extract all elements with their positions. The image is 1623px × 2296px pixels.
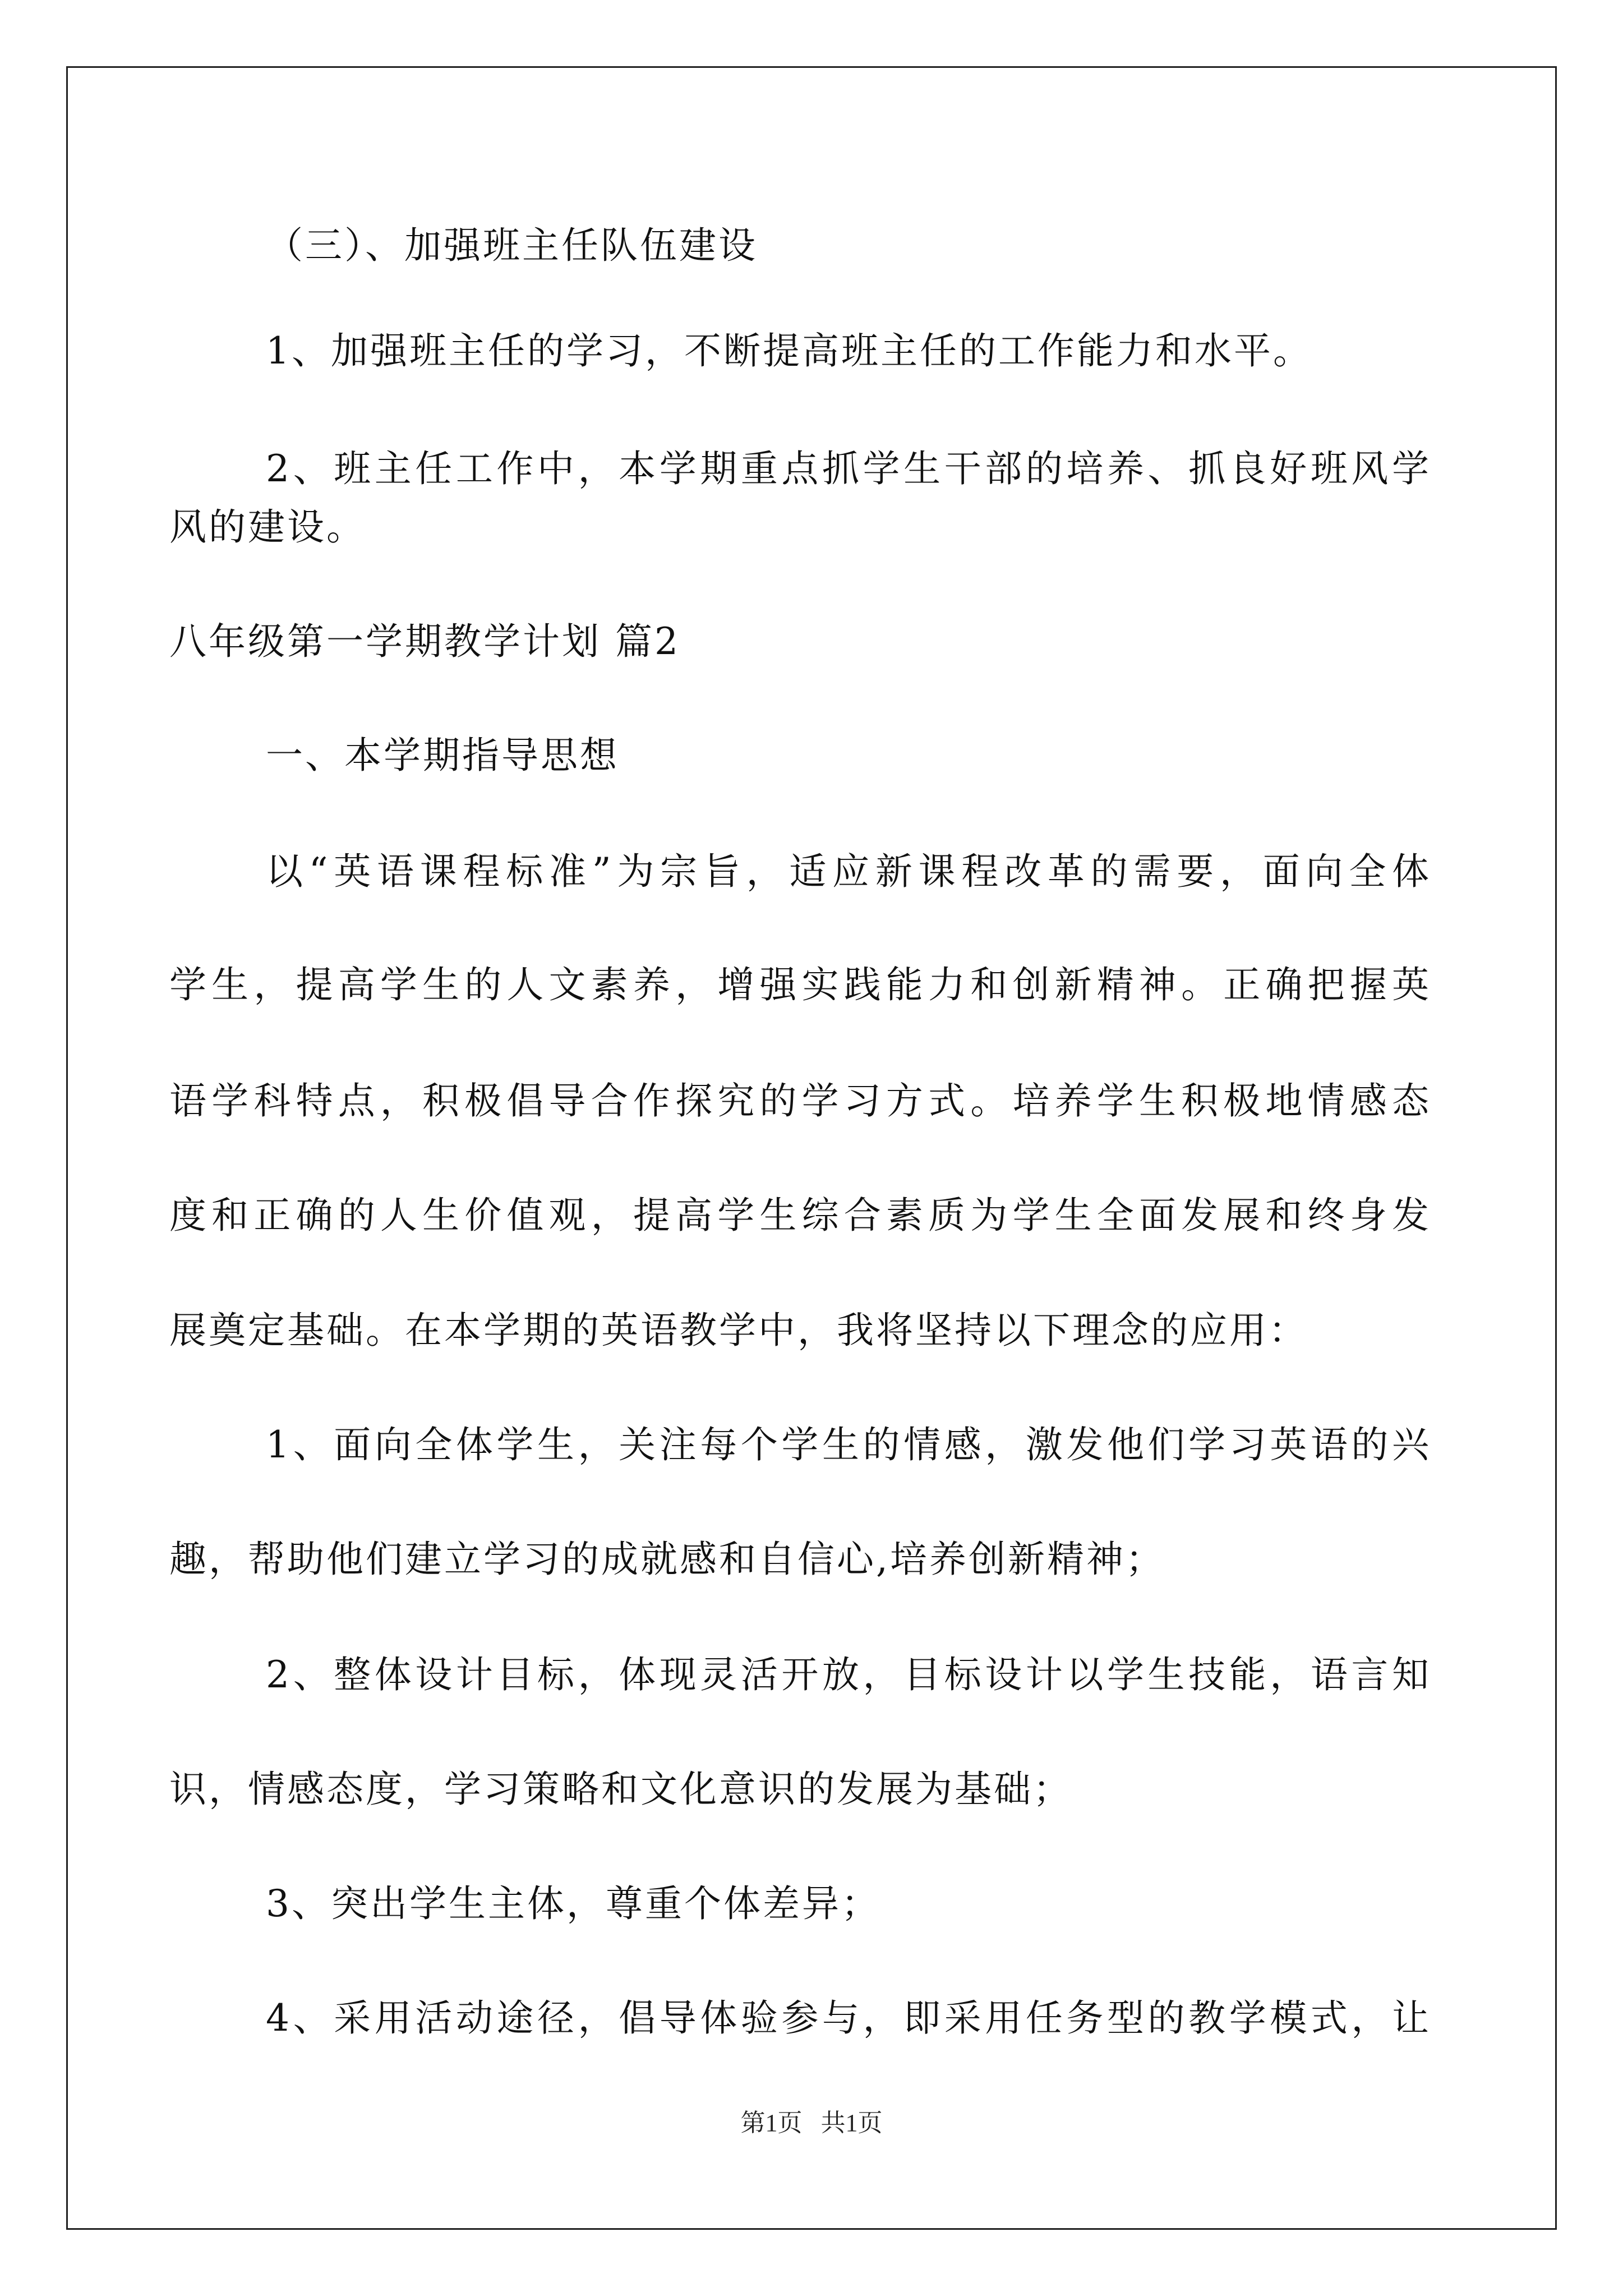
paragraph-line: 风的建设。 [169,505,366,549]
paragraph-line: 度和正确的人生价值观，提高学生综合素质为学生全面发展和终身发 [169,1194,1431,1237]
paragraph-line: 3、突出学生主体，尊重个体差异； [266,1882,880,1925]
paragraph-line: 展奠定基础。在本学期的英语教学中，我将坚持以下理念的应用： [169,1309,1308,1352]
paragraph-line: 4、采用活动途径，倡导体验参与，即采用任务型的教学模式，让 [266,1996,1431,2040]
paragraph-line: 1、面向全体学生，关注每个学生的情感，激发他们学习英语的兴 [266,1423,1431,1466]
paragraph-line: 学生，提高学生的人文素养，增强实践能力和创新精神。正确把握英 [169,963,1431,1006]
document-title: 八年级第一学期教学计划 篇2 [169,620,680,663]
paragraph-line: 识，情感态度，学习策略和文化意识的发展为基础； [169,1768,1072,1811]
page-footer [0,2108,1623,2139]
section-heading: （三）、加强班主任队伍建设 [266,224,758,267]
paragraph-line: 趣，帮助他们建立学习的成就感和自信心,培养创新精神； [169,1538,1165,1581]
page-number: 第1页 [740,2109,803,2137]
section-heading: 一、本学期指导思想 [266,734,619,777]
page-total: 共1页 [820,2109,883,2137]
paragraph-line: 语学科特点，积极倡导合作探究的学习方式。培养学生积极地情感态 [169,1079,1431,1122]
paragraph-line: 1、加强班主任的学习，不断提高班主任的工作能力和水平。 [266,329,1312,372]
paragraph-line: 2、班主任工作中，本学期重点抓学生干部的培养、抓良好班风学 [266,447,1431,490]
paragraph-line: 以“英语课程标准”为宗旨，适应新课程改革的需要，面向全体 [266,850,1431,893]
paragraph-line: 2、整体设计目标，体现灵活开放，目标设计以学生技能，语言知 [266,1653,1431,1696]
